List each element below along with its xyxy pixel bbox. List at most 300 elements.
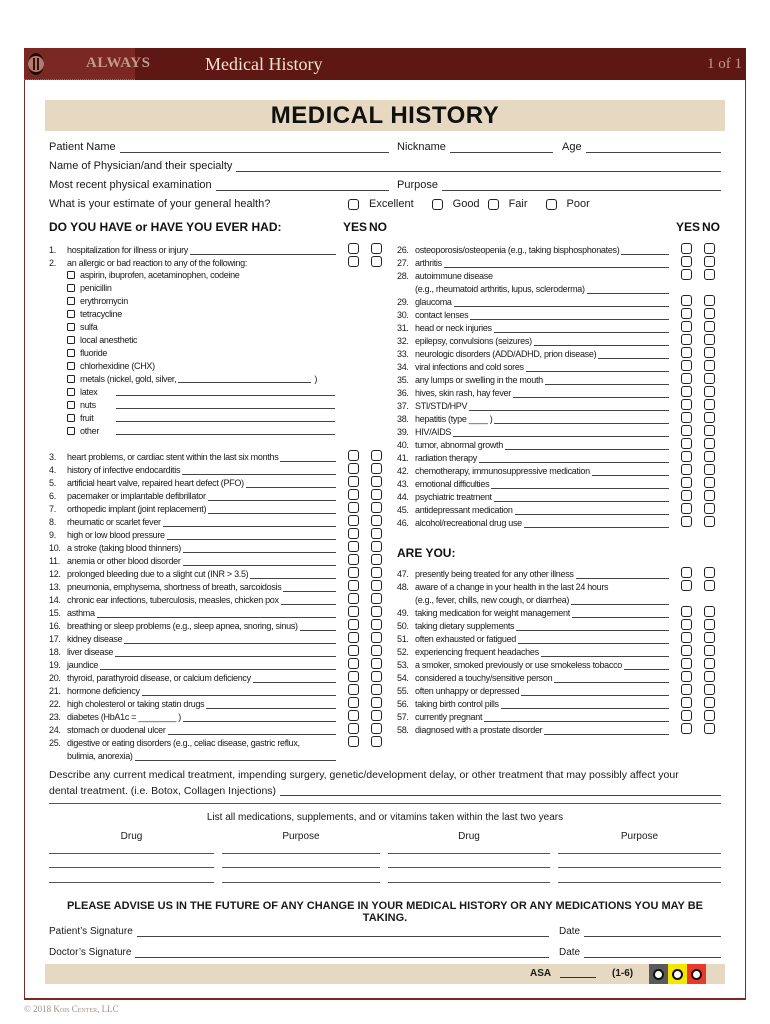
answer-line[interactable] bbox=[592, 467, 669, 476]
answer-line[interactable] bbox=[470, 311, 669, 320]
answer-line[interactable] bbox=[208, 492, 336, 501]
answer-line[interactable] bbox=[182, 466, 336, 475]
q37-yes-checkbox[interactable] bbox=[681, 399, 692, 410]
q47-yes-checkbox[interactable] bbox=[681, 567, 692, 578]
question-54 bbox=[397, 670, 669, 683]
q12-yes-checkbox[interactable] bbox=[348, 567, 359, 578]
q32-no-checkbox[interactable] bbox=[704, 334, 715, 345]
answer-line[interactable] bbox=[206, 700, 336, 709]
q13-yes-checkbox[interactable] bbox=[348, 580, 359, 591]
answer-line[interactable] bbox=[571, 596, 669, 605]
allergy-item bbox=[67, 268, 240, 281]
medication-field-r3-c4[interactable] bbox=[558, 882, 721, 883]
q43-no-checkbox[interactable] bbox=[704, 477, 715, 488]
q22-yes-checkbox[interactable] bbox=[348, 697, 359, 708]
allergy-field[interactable] bbox=[116, 400, 335, 409]
q43-yes-checkbox[interactable] bbox=[681, 477, 692, 488]
question-text: STI/STD/HPV bbox=[415, 401, 468, 411]
q25-yes-checkbox[interactable] bbox=[348, 736, 359, 747]
question-2 bbox=[49, 255, 336, 268]
asa-field[interactable] bbox=[560, 977, 596, 978]
q7-yes-checkbox[interactable] bbox=[348, 502, 359, 513]
patient-date-label: Date bbox=[559, 926, 581, 937]
answer-line[interactable] bbox=[280, 453, 336, 462]
q1-no-checkbox[interactable] bbox=[371, 243, 382, 254]
age-label: Age bbox=[562, 141, 582, 153]
answer-line[interactable] bbox=[516, 622, 669, 631]
q17-yes-no bbox=[348, 632, 382, 643]
question-continuation bbox=[415, 592, 669, 605]
allergy-checkbox[interactable] bbox=[67, 362, 75, 370]
q6-no-checkbox[interactable] bbox=[371, 489, 382, 500]
question-text: kidney disease bbox=[67, 634, 123, 644]
q51-yes-checkbox[interactable] bbox=[681, 632, 692, 643]
answer-line[interactable] bbox=[544, 726, 669, 735]
q40-yes-checkbox[interactable] bbox=[681, 438, 692, 449]
q13-no-checkbox[interactable] bbox=[371, 580, 382, 591]
q8-yes-checkbox[interactable] bbox=[348, 515, 359, 526]
q45-yes-no bbox=[681, 503, 715, 514]
question-number: 37. bbox=[397, 401, 409, 411]
question-17 bbox=[49, 631, 336, 644]
question-text: taking medication for weight management bbox=[415, 608, 570, 618]
page-count: 1 of 1 bbox=[707, 55, 742, 72]
q2-yes-checkbox[interactable] bbox=[348, 256, 359, 267]
q48-yes-no bbox=[681, 580, 715, 591]
allergy-checkbox[interactable] bbox=[67, 336, 75, 344]
health-poor-checkbox[interactable] bbox=[546, 199, 557, 210]
question-text: hives, skin rash, hay fever bbox=[415, 388, 511, 398]
q5-no-checkbox[interactable] bbox=[371, 476, 382, 487]
allergy-label: local anesthetic bbox=[80, 334, 138, 345]
q23-no-checkbox[interactable] bbox=[371, 710, 382, 721]
answer-line[interactable] bbox=[167, 531, 336, 540]
question-text: any lumps or swelling in the mouth bbox=[415, 375, 543, 385]
question-22 bbox=[49, 696, 336, 709]
question-text: hepatitis (type ____ ) bbox=[415, 414, 493, 424]
answer-line[interactable] bbox=[554, 674, 669, 683]
doctor-date-label: Date bbox=[559, 947, 581, 958]
q5-yes-checkbox[interactable] bbox=[348, 476, 359, 487]
allergy-field[interactable] bbox=[116, 426, 335, 435]
answer-line[interactable] bbox=[521, 687, 669, 696]
q9-no-checkbox[interactable] bbox=[371, 528, 382, 539]
answer-line[interactable] bbox=[168, 726, 336, 735]
q21-no-checkbox[interactable] bbox=[371, 684, 382, 695]
answer-line[interactable] bbox=[587, 285, 669, 294]
q42-yes-checkbox[interactable] bbox=[681, 464, 692, 475]
patient-name-row bbox=[49, 139, 389, 153]
q9-yes-checkbox[interactable] bbox=[348, 528, 359, 539]
q54-yes-checkbox[interactable] bbox=[681, 671, 692, 682]
q57-no-checkbox[interactable] bbox=[704, 710, 715, 721]
medications-title: List all medications, supplements, and or vitamins taken within the last two years bbox=[206, 812, 564, 823]
question-32 bbox=[397, 333, 669, 346]
q10-no-checkbox[interactable] bbox=[371, 541, 382, 552]
answer-line[interactable] bbox=[484, 713, 669, 722]
answer-line[interactable] bbox=[513, 389, 669, 398]
q20-no-checkbox[interactable] bbox=[371, 671, 382, 682]
purpose-field[interactable] bbox=[442, 181, 721, 191]
answer-line[interactable] bbox=[598, 350, 669, 359]
q55-yes-checkbox[interactable] bbox=[681, 684, 692, 695]
q29-no-checkbox[interactable] bbox=[704, 295, 715, 306]
q38-yes-checkbox[interactable] bbox=[681, 412, 692, 423]
q30-no-checkbox[interactable] bbox=[704, 308, 715, 319]
question-58 bbox=[397, 722, 669, 735]
q46-no-checkbox[interactable] bbox=[704, 516, 715, 527]
question-text: alcohol/recreational drug use bbox=[415, 518, 522, 528]
q55-no-checkbox[interactable] bbox=[704, 684, 715, 695]
q26-no-checkbox[interactable] bbox=[704, 243, 715, 254]
allergy-field[interactable] bbox=[116, 387, 335, 396]
question-number: 9. bbox=[49, 530, 56, 540]
q54-no-checkbox[interactable] bbox=[704, 671, 715, 682]
answer-line[interactable] bbox=[541, 648, 669, 657]
q45-yes-checkbox[interactable] bbox=[681, 503, 692, 514]
medication-field-r2-c1[interactable] bbox=[49, 867, 214, 868]
q12-no-checkbox[interactable] bbox=[371, 567, 382, 578]
medication-field-r1-c3[interactable] bbox=[388, 853, 550, 854]
answer-line[interactable] bbox=[479, 454, 669, 463]
question-3 bbox=[49, 449, 336, 462]
q7-no-checkbox[interactable] bbox=[371, 502, 382, 513]
q44-no-checkbox[interactable] bbox=[704, 490, 715, 501]
answer-line[interactable] bbox=[624, 661, 669, 670]
question-text: high or low blood pressure bbox=[67, 530, 165, 540]
health-good-checkbox[interactable] bbox=[432, 199, 443, 210]
doctor-signature-field[interactable] bbox=[135, 948, 549, 958]
q52-yes-checkbox[interactable] bbox=[681, 645, 692, 656]
answer-line[interactable] bbox=[163, 518, 336, 527]
q44-yes-checkbox[interactable] bbox=[681, 490, 692, 501]
q25-no-checkbox[interactable] bbox=[371, 736, 382, 747]
allergy-field[interactable] bbox=[116, 413, 335, 422]
answer-line[interactable] bbox=[576, 570, 669, 579]
q56-no-checkbox[interactable] bbox=[704, 697, 715, 708]
health-excellent-checkbox[interactable] bbox=[348, 199, 359, 210]
answer-line[interactable] bbox=[505, 441, 669, 450]
question-text: hospitalization for illness or injury bbox=[67, 245, 188, 255]
medication-field-r2-c2[interactable] bbox=[222, 867, 380, 868]
question-14 bbox=[49, 592, 336, 605]
question-number: 35. bbox=[397, 375, 409, 385]
question-4 bbox=[49, 462, 336, 475]
q37-no-checkbox[interactable] bbox=[704, 399, 715, 410]
physician-field[interactable] bbox=[236, 162, 721, 172]
q50-no-checkbox[interactable] bbox=[704, 619, 715, 630]
q14-no-checkbox[interactable] bbox=[371, 593, 382, 604]
q24-no-checkbox[interactable] bbox=[371, 723, 382, 734]
q11-yes-checkbox[interactable] bbox=[348, 554, 359, 565]
medication-field-r2-c4[interactable] bbox=[558, 867, 721, 868]
q49-yes-checkbox[interactable] bbox=[681, 606, 692, 617]
q27-yes-no bbox=[681, 256, 715, 267]
patient-date-field[interactable] bbox=[584, 927, 721, 937]
q4-yes-no bbox=[348, 463, 382, 474]
allergy-checkbox[interactable] bbox=[67, 401, 75, 409]
q26-yes-checkbox[interactable] bbox=[681, 243, 692, 254]
answer-line[interactable] bbox=[621, 246, 669, 255]
q17-yes-checkbox[interactable] bbox=[348, 632, 359, 643]
q58-yes-checkbox[interactable] bbox=[681, 723, 692, 734]
q50-yes-checkbox[interactable] bbox=[681, 619, 692, 630]
allergy-checkbox[interactable] bbox=[67, 323, 75, 331]
nickname-field[interactable] bbox=[450, 143, 553, 153]
answer-line[interactable] bbox=[124, 635, 336, 644]
allergy-checkbox[interactable] bbox=[67, 271, 75, 279]
question-18 bbox=[49, 644, 336, 657]
answer-line[interactable] bbox=[534, 337, 669, 346]
q35-yes-checkbox[interactable] bbox=[681, 373, 692, 384]
q31-no-checkbox[interactable] bbox=[704, 321, 715, 332]
q53-no-checkbox[interactable] bbox=[704, 658, 715, 669]
question-text: an allergic or bad reaction to any of the following: bbox=[67, 258, 248, 268]
allergy-checkbox[interactable] bbox=[67, 349, 75, 357]
question-29 bbox=[397, 294, 669, 307]
answer-line[interactable] bbox=[190, 246, 336, 255]
question-text: high cholesterol or taking statin drugs bbox=[67, 699, 205, 709]
medication-field-r3-c1[interactable] bbox=[49, 882, 214, 883]
answer-line[interactable] bbox=[183, 544, 336, 553]
allergy-checkbox[interactable] bbox=[67, 414, 75, 422]
question-text: pneumonia, emphysema, shortness of breath, sarcoidosis bbox=[67, 582, 282, 592]
question-16 bbox=[49, 618, 336, 631]
allergy-label: tetracycline bbox=[80, 308, 122, 319]
q23-yes-checkbox[interactable] bbox=[348, 710, 359, 721]
q27-no-checkbox[interactable] bbox=[704, 256, 715, 267]
doctor-date-field[interactable] bbox=[584, 948, 721, 958]
medication-field-r1-c2[interactable] bbox=[222, 853, 380, 854]
q33-yes-checkbox[interactable] bbox=[681, 347, 692, 358]
medication-field-r3-c2[interactable] bbox=[222, 882, 380, 883]
answer-line[interactable] bbox=[494, 493, 669, 502]
answer-line[interactable] bbox=[300, 622, 336, 631]
q41-no-checkbox[interactable] bbox=[704, 451, 715, 462]
q52-no-checkbox[interactable] bbox=[704, 645, 715, 656]
q27-yes-checkbox[interactable] bbox=[681, 256, 692, 267]
q42-no-checkbox[interactable] bbox=[704, 464, 715, 475]
q3-yes-checkbox[interactable] bbox=[348, 450, 359, 461]
asa-label: ASA bbox=[530, 968, 552, 979]
answer-line[interactable] bbox=[142, 687, 336, 696]
question-text: autoimmune disease bbox=[415, 271, 493, 281]
q20-yes-checkbox[interactable] bbox=[348, 671, 359, 682]
answer-line[interactable] bbox=[494, 415, 669, 424]
q51-no-checkbox[interactable] bbox=[704, 632, 715, 643]
q39-no-checkbox[interactable] bbox=[704, 425, 715, 436]
question-23 bbox=[49, 709, 336, 722]
describe-field-line2[interactable] bbox=[49, 803, 721, 804]
q6-yes-checkbox[interactable] bbox=[348, 489, 359, 500]
doctor-signature-row bbox=[49, 944, 549, 958]
q52-yes-no bbox=[681, 645, 715, 656]
q33-no-checkbox[interactable] bbox=[704, 347, 715, 358]
allergy-checkbox[interactable] bbox=[67, 310, 75, 318]
question-36 bbox=[397, 385, 669, 398]
q35-no-checkbox[interactable] bbox=[704, 373, 715, 384]
q38-yes-no bbox=[681, 412, 715, 423]
q32-yes-checkbox[interactable] bbox=[681, 334, 692, 345]
question-44 bbox=[397, 489, 669, 502]
answer-line[interactable] bbox=[518, 635, 669, 644]
answer-line[interactable] bbox=[494, 324, 669, 333]
answer-line[interactable] bbox=[572, 609, 669, 618]
patient-name-field[interactable] bbox=[120, 143, 389, 153]
answer-line[interactable] bbox=[183, 713, 336, 722]
q8-no-checkbox[interactable] bbox=[371, 515, 382, 526]
q48-yes-checkbox[interactable] bbox=[681, 580, 692, 591]
asa-indicators bbox=[649, 964, 706, 984]
q38-no-checkbox[interactable] bbox=[704, 412, 715, 423]
q14-yes-checkbox[interactable] bbox=[348, 593, 359, 604]
describe-field[interactable] bbox=[280, 786, 721, 796]
q1-yes-checkbox[interactable] bbox=[348, 243, 359, 254]
q16-yes-checkbox[interactable] bbox=[348, 619, 359, 630]
answer-line[interactable] bbox=[454, 298, 669, 307]
q45-no-checkbox[interactable] bbox=[704, 503, 715, 514]
q31-yes-checkbox[interactable] bbox=[681, 321, 692, 332]
question-text: hormone deficiency bbox=[67, 686, 140, 696]
q58-no-checkbox[interactable] bbox=[704, 723, 715, 734]
q36-yes-checkbox[interactable] bbox=[681, 386, 692, 397]
answer-line[interactable] bbox=[253, 674, 336, 683]
answer-line[interactable] bbox=[283, 583, 336, 592]
question-52 bbox=[397, 644, 669, 657]
question-49 bbox=[397, 605, 669, 618]
q10-yes-checkbox[interactable] bbox=[348, 541, 359, 552]
asa-indicator-yellow[interactable] bbox=[668, 964, 687, 984]
recent-exam-field[interactable] bbox=[216, 181, 389, 191]
medication-field-r1-c1[interactable] bbox=[49, 853, 214, 854]
q22-no-checkbox[interactable] bbox=[371, 697, 382, 708]
allergy-field[interactable] bbox=[178, 374, 311, 383]
answer-line[interactable] bbox=[444, 259, 669, 268]
q16-no-checkbox[interactable] bbox=[371, 619, 382, 630]
q19-yes-checkbox[interactable] bbox=[348, 658, 359, 669]
question-number: 8. bbox=[49, 517, 56, 527]
answer-line[interactable] bbox=[526, 363, 669, 372]
q10-yes-no bbox=[348, 541, 382, 552]
question-text: anemia or other blood disorder bbox=[67, 556, 181, 566]
age-field[interactable] bbox=[586, 143, 721, 153]
health-fair-checkbox[interactable] bbox=[488, 199, 499, 210]
answer-line[interactable] bbox=[545, 376, 669, 385]
q4-yes-checkbox[interactable] bbox=[348, 463, 359, 474]
answer-line[interactable] bbox=[453, 428, 669, 437]
allergy-checkbox[interactable] bbox=[67, 375, 75, 383]
question-number: 38. bbox=[397, 414, 409, 424]
question-continuation bbox=[415, 281, 669, 294]
q21-yes-checkbox[interactable] bbox=[348, 684, 359, 695]
q56-yes-checkbox[interactable] bbox=[681, 697, 692, 708]
circle-icon bbox=[691, 969, 702, 980]
q36-no-checkbox[interactable] bbox=[704, 386, 715, 397]
q15-no-checkbox[interactable] bbox=[371, 606, 382, 617]
q13-yes-no bbox=[348, 580, 382, 591]
answer-line[interactable] bbox=[135, 752, 336, 761]
q11-no-checkbox[interactable] bbox=[371, 554, 382, 565]
q30-yes-checkbox[interactable] bbox=[681, 308, 692, 319]
question-number: 45. bbox=[397, 505, 409, 515]
q34-yes-checkbox[interactable] bbox=[681, 360, 692, 371]
medication-field-r3-c3[interactable] bbox=[388, 882, 550, 883]
answer-line[interactable] bbox=[208, 505, 336, 514]
asa-indicator-red[interactable] bbox=[687, 964, 706, 984]
q46-yes-checkbox[interactable] bbox=[681, 516, 692, 527]
allergy-checkbox[interactable] bbox=[67, 388, 75, 396]
q15-yes-checkbox[interactable] bbox=[348, 606, 359, 617]
q7-yes-no bbox=[348, 502, 382, 513]
answer-line[interactable] bbox=[524, 519, 669, 528]
answer-line[interactable] bbox=[469, 402, 669, 411]
q30-yes-no bbox=[681, 308, 715, 319]
q47-no-checkbox[interactable] bbox=[704, 567, 715, 578]
q24-yes-checkbox[interactable] bbox=[348, 723, 359, 734]
patient-signature-label: Patient’s Signature bbox=[49, 926, 133, 937]
answer-line[interactable] bbox=[246, 479, 336, 488]
describe-line1: Describe any current medical treatment, impending surgery, genetic/development delay, or other treatment that may possibly affect your bbox=[49, 769, 679, 781]
q29-yes-checkbox[interactable] bbox=[681, 295, 692, 306]
answer-line[interactable] bbox=[100, 661, 336, 670]
q18-no-checkbox[interactable] bbox=[371, 645, 382, 656]
q15-yes-no bbox=[348, 606, 382, 617]
nickname-row bbox=[397, 139, 553, 153]
answer-line[interactable] bbox=[491, 480, 669, 489]
q41-yes-checkbox[interactable] bbox=[681, 451, 692, 462]
asa-range: (1-6) bbox=[612, 968, 634, 979]
allergy-checkbox[interactable] bbox=[67, 284, 75, 292]
medication-field-r2-c3[interactable] bbox=[388, 867, 550, 868]
q49-no-checkbox[interactable] bbox=[704, 606, 715, 617]
q4-no-checkbox[interactable] bbox=[371, 463, 382, 474]
q19-no-checkbox[interactable] bbox=[371, 658, 382, 669]
q18-yes-checkbox[interactable] bbox=[348, 645, 359, 656]
question-43 bbox=[397, 476, 669, 489]
q21-yes-no bbox=[348, 684, 382, 695]
question-number: 46. bbox=[397, 518, 409, 528]
q2-no-checkbox[interactable] bbox=[371, 256, 382, 267]
allergy-checkbox[interactable] bbox=[67, 427, 75, 435]
question-text: asthma bbox=[67, 608, 95, 618]
q17-no-checkbox[interactable] bbox=[371, 632, 382, 643]
q40-no-checkbox[interactable] bbox=[704, 438, 715, 449]
q48-no-checkbox[interactable] bbox=[704, 580, 715, 591]
q28-no-checkbox[interactable] bbox=[704, 269, 715, 280]
physician-row bbox=[49, 158, 721, 172]
allergy-checkbox[interactable] bbox=[67, 297, 75, 305]
answer-line[interactable] bbox=[501, 700, 669, 709]
answer-line[interactable] bbox=[281, 596, 336, 605]
q53-yes-checkbox[interactable] bbox=[681, 658, 692, 669]
q28-yes-checkbox[interactable] bbox=[681, 269, 692, 280]
q3-no-checkbox[interactable] bbox=[371, 450, 382, 461]
answer-line[interactable] bbox=[515, 506, 669, 515]
answer-line[interactable] bbox=[115, 648, 336, 657]
answer-line[interactable] bbox=[250, 570, 336, 579]
answer-line[interactable] bbox=[183, 557, 336, 566]
answer-line[interactable] bbox=[97, 609, 336, 618]
patient-signature-field[interactable] bbox=[137, 927, 549, 937]
q39-yes-checkbox[interactable] bbox=[681, 425, 692, 436]
q57-yes-checkbox[interactable] bbox=[681, 710, 692, 721]
q34-no-checkbox[interactable] bbox=[704, 360, 715, 371]
question-text: presently being treated for any other illness bbox=[415, 569, 574, 579]
asa-indicator-gray[interactable] bbox=[649, 964, 668, 984]
question-28 bbox=[397, 268, 669, 281]
question-text: chemotherapy, immunosuppressive medication bbox=[415, 466, 590, 476]
medication-field-r1-c4[interactable] bbox=[558, 853, 721, 854]
